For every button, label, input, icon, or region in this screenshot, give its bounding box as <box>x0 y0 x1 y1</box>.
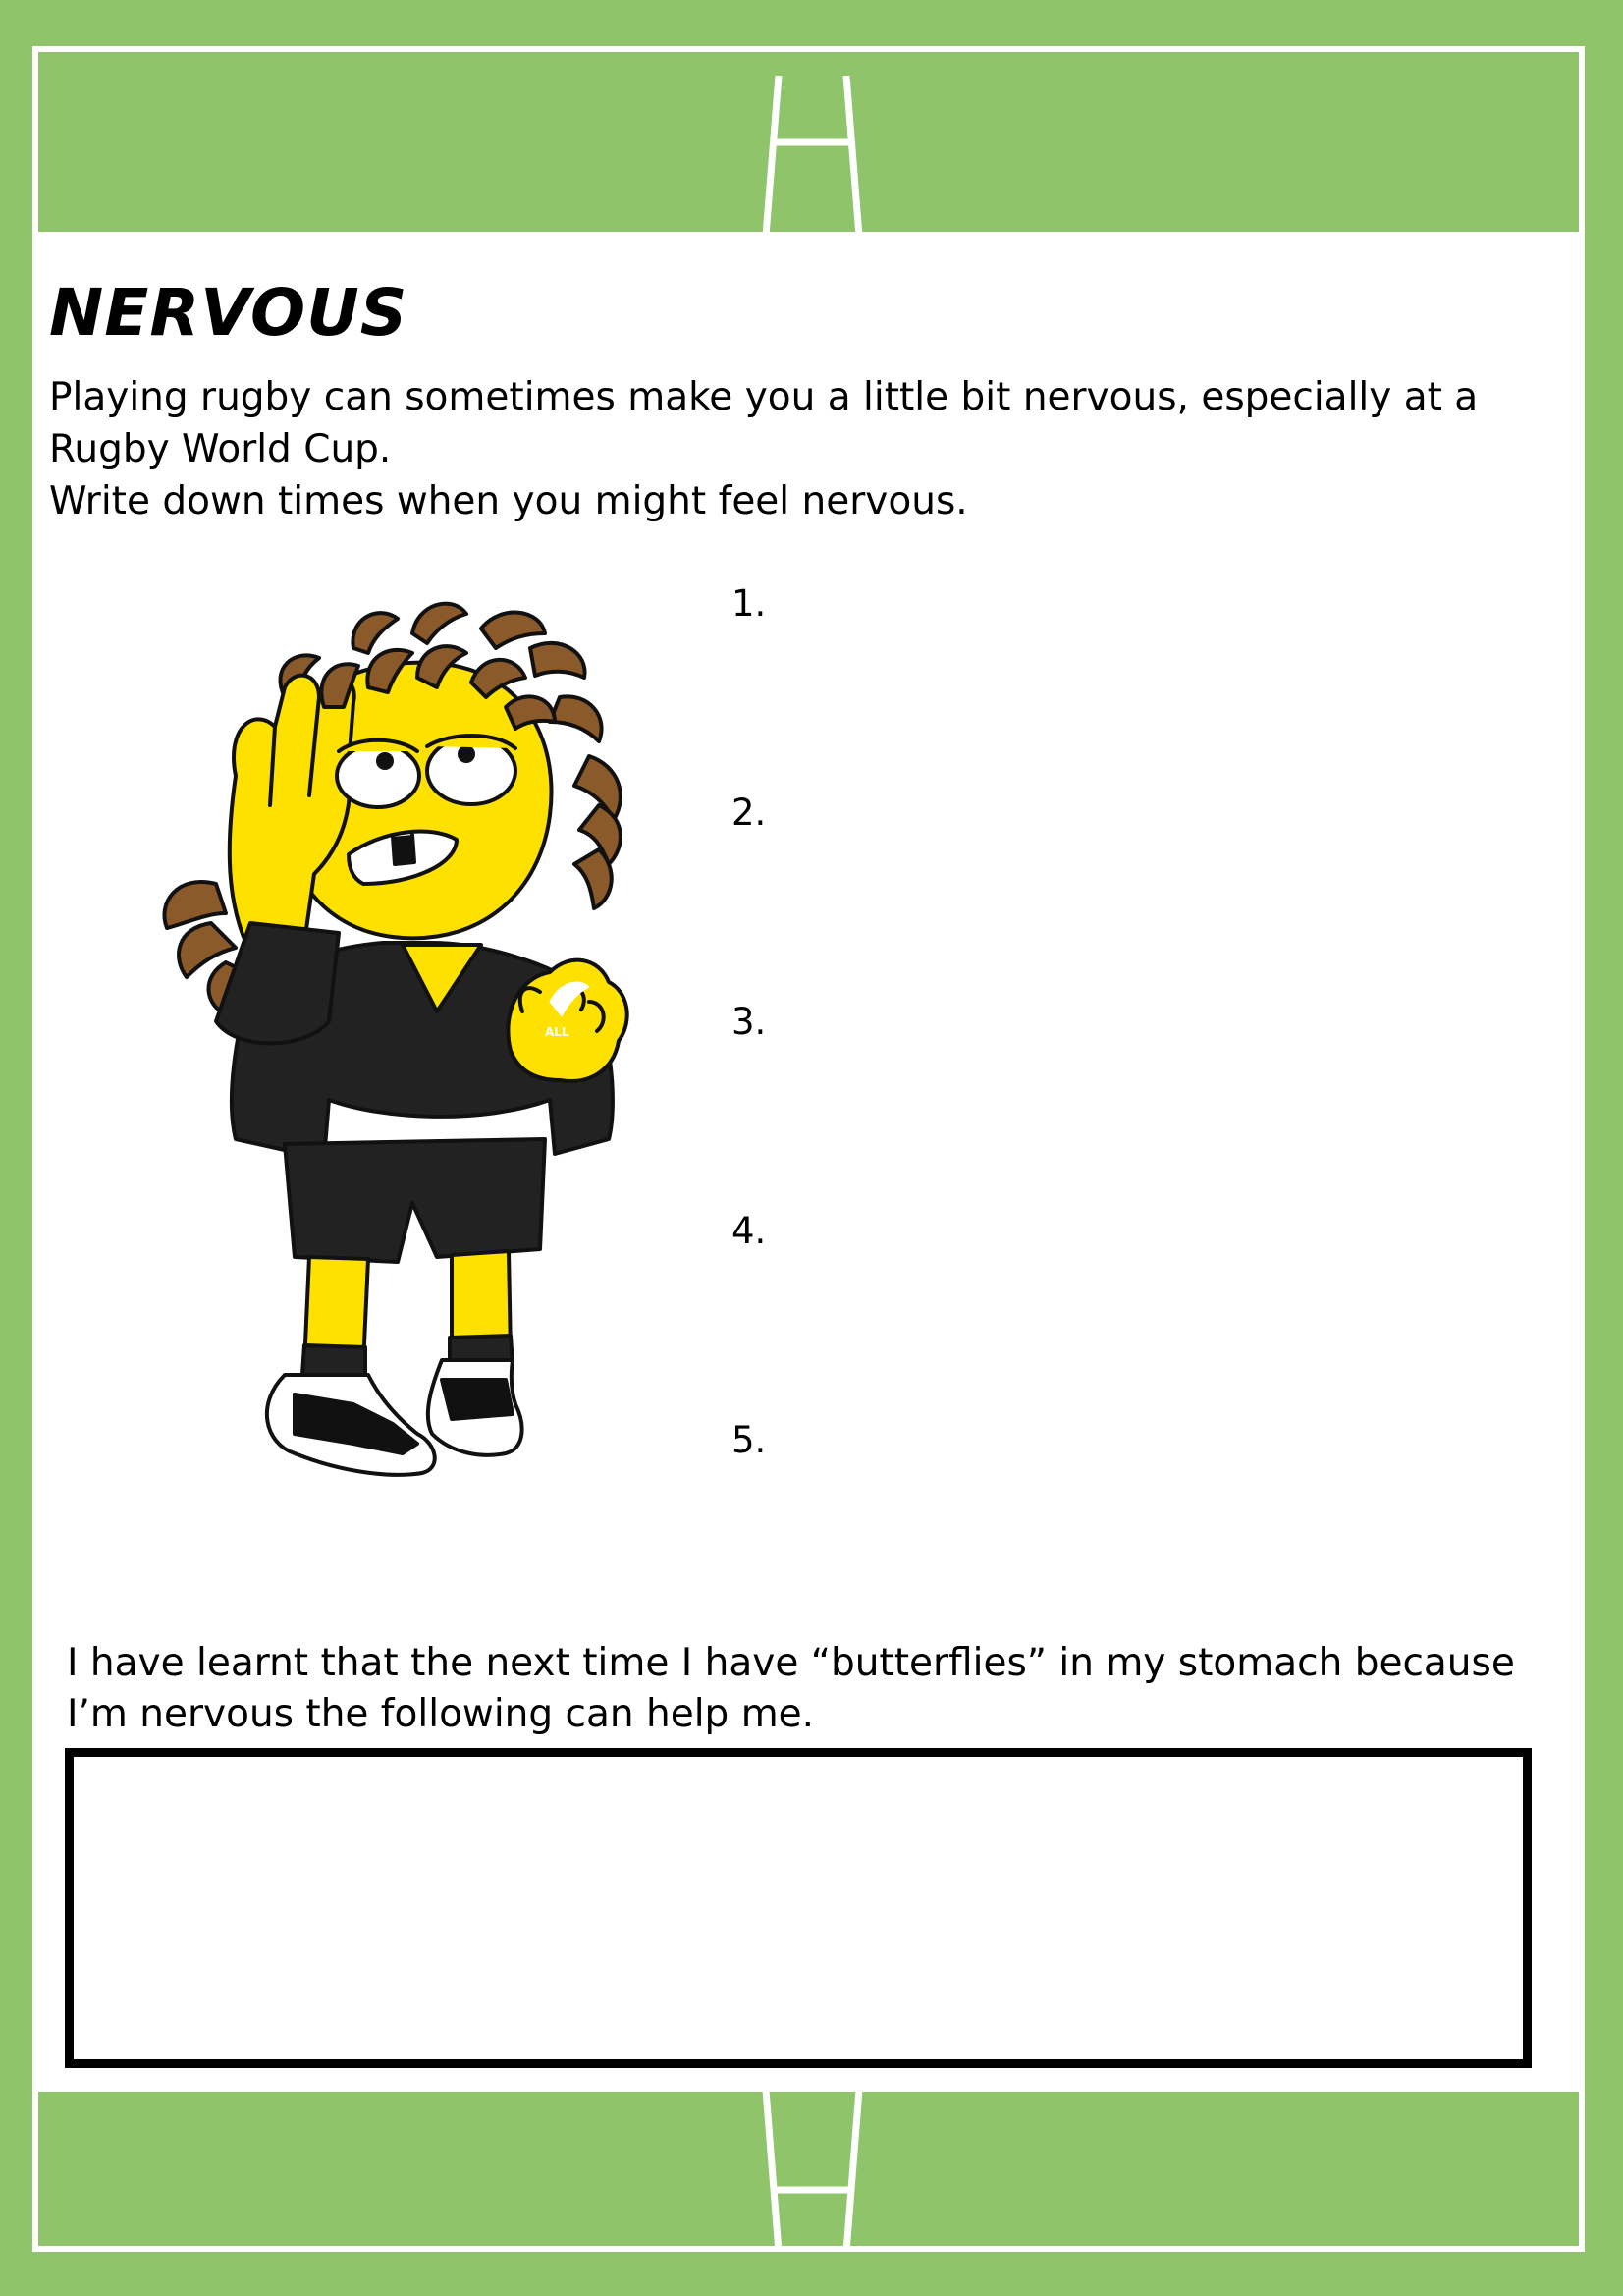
list-item <box>731 784 1571 993</box>
intro-line-1: Playing rugby can sometimes make you a little bit nervous, especially at a Rugby World Cup. <box>49 375 1479 471</box>
intro-line-2: Write down times when you might feel nervous. <box>49 479 968 523</box>
list-item <box>731 1202 1571 1411</box>
list-number: 1. <box>731 582 767 625</box>
intro-text <box>49 371 1551 527</box>
list-item <box>731 574 1571 784</box>
list-number: 5. <box>731 1419 767 1461</box>
bottom-goal-posts-icon <box>0 2090 1623 2252</box>
jersey-label: ALL <box>545 1025 569 1039</box>
list-number: 3. <box>731 1001 767 1043</box>
nervous-mascot-illustration <box>157 589 687 1493</box>
answer-box[interactable] <box>65 1748 1532 2068</box>
page-title: NERVOUS <box>49 275 408 351</box>
list-item <box>731 1411 1571 1620</box>
top-goal-posts-icon <box>0 76 1623 236</box>
list-number: 4. <box>731 1210 767 1252</box>
nervous-times-list <box>731 574 1571 1620</box>
learnt-prompt: I have learnt that the next time I have “butterflies” in my stomach because I’m nervous the following can help me. <box>67 1641 1515 1736</box>
list-item <box>731 993 1571 1202</box>
list-number: 2. <box>731 792 767 834</box>
